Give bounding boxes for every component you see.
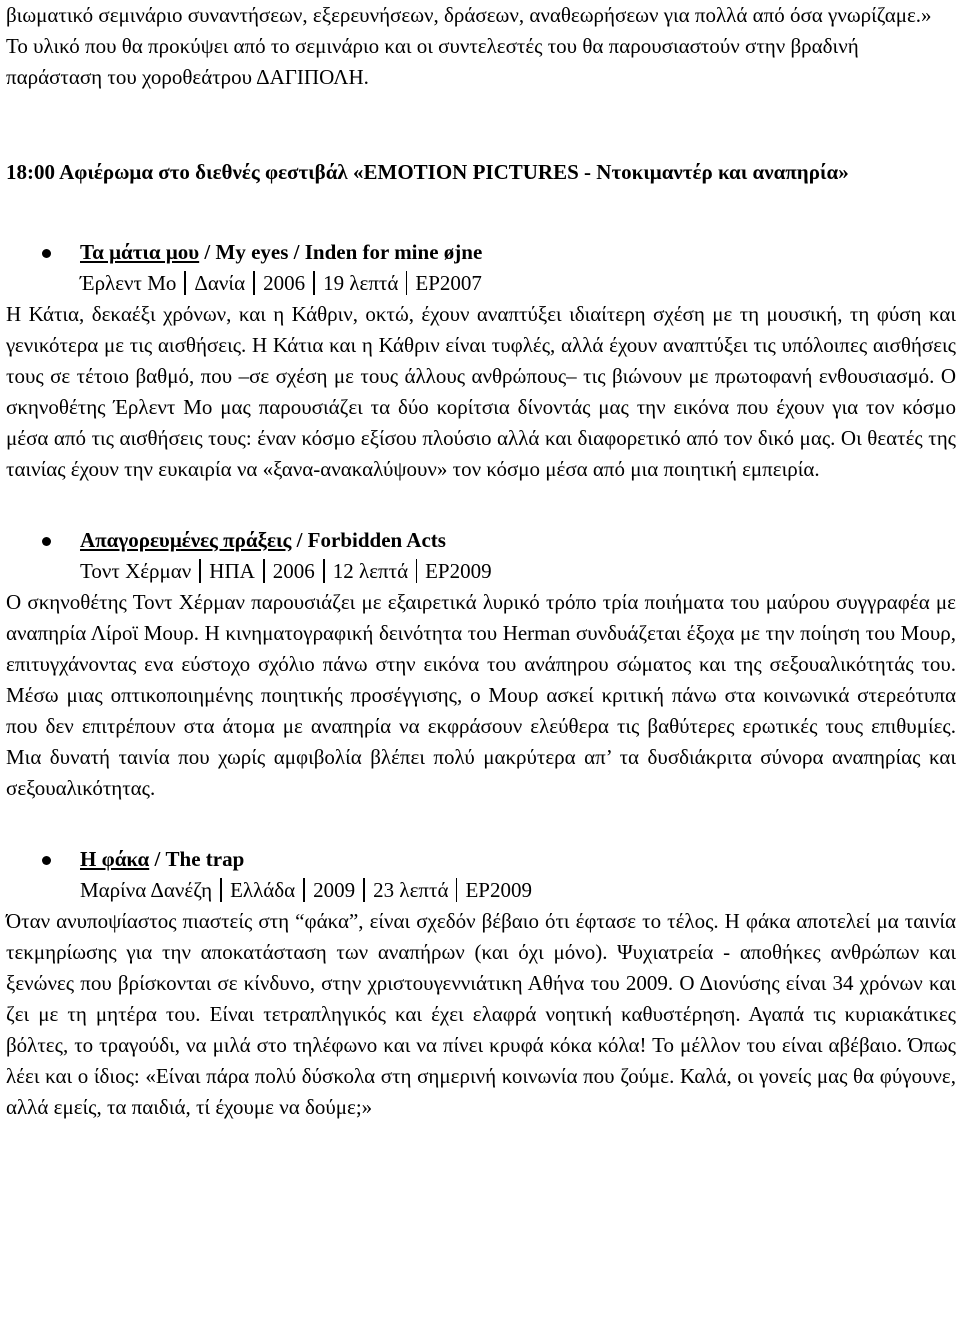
film-director: Έρλεντ Μο <box>80 271 177 295</box>
film-title-rest: / The trap <box>149 847 245 871</box>
meta-separator <box>303 878 305 902</box>
meta-separator <box>253 271 255 295</box>
film-entry <box>6 237 956 299</box>
film-title-rest: / Forbidden Acts <box>291 528 446 552</box>
film-director: Τοντ Χέρμαν <box>80 559 192 583</box>
film-entry <box>6 844 956 906</box>
film-title <box>80 844 956 875</box>
intro-paragraph-2: Το υλικό που θα προκύψει από το σεμινάριο και οι συντελεστές του θα παρουσιαστούν στην βραδινή παράσταση του χοροθεάτρου ΔΑΓΙΠΟΛΗ. <box>6 34 859 89</box>
meta-separator <box>263 559 265 583</box>
film-description: Όταν ανυποψίαστος πιαστείς στη “φάκα”, είναι σχεδόν βέβαιο ότι έφτασε το τέλος. Η φάκα αποτελεί μα ταινία τεκμηρίωσης για την αποκατάσταση των αναπήρων (και όχι μόνο). Ψυχιατρεία - αποθήκες ανθρώπων και ξενώνες που βρίσκονται σε κίνδυνο, στην χριστουγεννιάτικη Αθήνα του 2009. Ο Διονύσης είναι 34 χρόνων και ζει με τη μητέρα του. Είναι τετραπληγικός και έχει ελαφρά νοητική καθυστέρηση. Αγαπά τις κυριακάτικες βόλτες, το τραγούδι, να μιλά στο τηλέφωνο και να πίνει κρυφά κόκα κόλα! Το μέλλον του είναι αβέβαιο. Όπως λέει και ο ίδιος: «Είναι πάρα πολύ δύσκολα στη σημερινή κοινωνία που ζούμε. Καλά, οι γονείς μας θα φύγουνε, αλλά εμείς, τα παιδιά, τί έχουμε να δούμε;» <box>6 909 956 1119</box>
film-entry <box>6 525 956 587</box>
intro-block <box>6 0 956 93</box>
meta-separator <box>416 559 417 583</box>
film-year: 2006 <box>263 271 306 295</box>
film-description: Ο σκηνοθέτης Τοντ Χέρμαν παρουσιάζει με εξαιρετικά λυρικό τρόπο τρία ποιήματα του μαύρου συγγραφέα με αναπηρία Λίροϊ Μουρ. Η κινηματογραφική δεινότητα του Herman συνδυάζεται έξοχα με την ποίηση του Μουρ, επιτυγχάνοντας ενα εύστοχο σχόλιο πάνω στην εικόνα του ανάπηρου σώματος και της σεξουαλικότητάς του. Μέσω μιας οπτικοποιημένης ποιητικής προσέγγισης, ο Μουρ ασκεί κριτική πάνω στα κοινωνικά στερεότυπα που δεν επιτρέπουν στα άτομα με αναπηρία να εκφράσουν ελεύθερα τις βαθύτερες ερωτικές τους επιθυμίες. Μια δυνατή ταινία που χωρίς αμφιβολία βλέπει πολύ μακρύτερα απ’ τα δυσδιάκριτα σύνορα αναπηρίας και σεξουαλικότητας. <box>6 590 956 800</box>
meta-separator <box>323 559 325 583</box>
document-page <box>6 0 956 1123</box>
film-title-underlined: Απαγορευμένες πράξεις <box>80 528 292 552</box>
film-title-underlined: Τα μάτια μου <box>80 240 200 264</box>
film-duration: 19 λεπτά <box>323 271 399 295</box>
film-code: EP2009 <box>465 878 532 902</box>
film-director: Μαρίνα Δανέζη <box>80 878 213 902</box>
film-duration: 23 λεπτά <box>373 878 449 902</box>
film-meta <box>80 556 956 587</box>
meta-separator <box>456 878 457 902</box>
bullet-icon <box>42 856 51 865</box>
film-title <box>80 237 956 268</box>
film-code: EP2007 <box>415 271 482 295</box>
film-duration: 12 λεπτά <box>332 559 409 583</box>
meta-separator <box>184 271 186 295</box>
meta-separator <box>220 878 222 902</box>
film-country: Δανία <box>194 271 246 295</box>
film-title-underlined: Η φάκα <box>80 847 150 871</box>
meta-separator <box>199 559 201 583</box>
film-year: 2006 <box>272 559 315 583</box>
film-code: EP2009 <box>425 559 492 583</box>
meta-separator <box>363 878 365 902</box>
section-heading: 18:00 Αφιέρωμα στο διεθνές φεστιβάλ «EMOTION PICTURES - Ντοκιμαντέρ και αναπηρία» <box>6 160 849 184</box>
film-meta <box>80 268 956 299</box>
film-year: 2009 <box>313 878 356 902</box>
film-meta <box>80 875 956 906</box>
bullet-icon <box>42 249 51 258</box>
meta-separator <box>406 271 407 295</box>
meta-separator <box>313 271 315 295</box>
intro-paragraph-1: βιωματικό σεμινάριο συναντήσεων, εξερευνήσεων, δράσεων, αναθεωρήσεων για πολλά από όσα γνωρίζαμε.» <box>6 3 932 27</box>
film-title-rest: / My eyes / Inden for mine øjne <box>199 240 483 264</box>
film-country: Ελλάδα <box>230 878 296 902</box>
film-title <box>80 525 956 556</box>
film-country: ΗΠΑ <box>209 559 255 583</box>
bullet-icon <box>42 537 51 546</box>
film-description: Η Κάτια, δεκαέξι χρόνων, και η Κάθριν, οκτώ, έχουν αναπτύξει ιδιαίτερη σχέση με τη μουσική, τη φύση και γενικότερα με τις αισθήσεις. Η Κάτια και η Κάθριν είναι τυφλές, αλλά έχουν αναπτύξει τις υπόλοιπες αισθήσεις τους σε τέτοιο βαθμό, που –σε σχέση με τους άλλους ανθρώπους– τις βιώνουν με πρωτοφανή ενθουσιασμό. Ο σκηνοθέτης Έρλεντ Μο μας παρουσιάζει τα δύο κορίτσια δίνοντάς μας την εικόνα που έχουν για τον κόσμο μέσα από τις αισθήσεις τους: έναν κόσμο εξίσου πλούσιο αλλά και διαφορετικό από τον δικό μας. Οι θεατές της ταινίας έχουν την ευκαιρία να «ξανα-ανακαλύψουν» τον κόσμο μέσα από μια ποιητική εμπειρία. <box>6 302 956 481</box>
